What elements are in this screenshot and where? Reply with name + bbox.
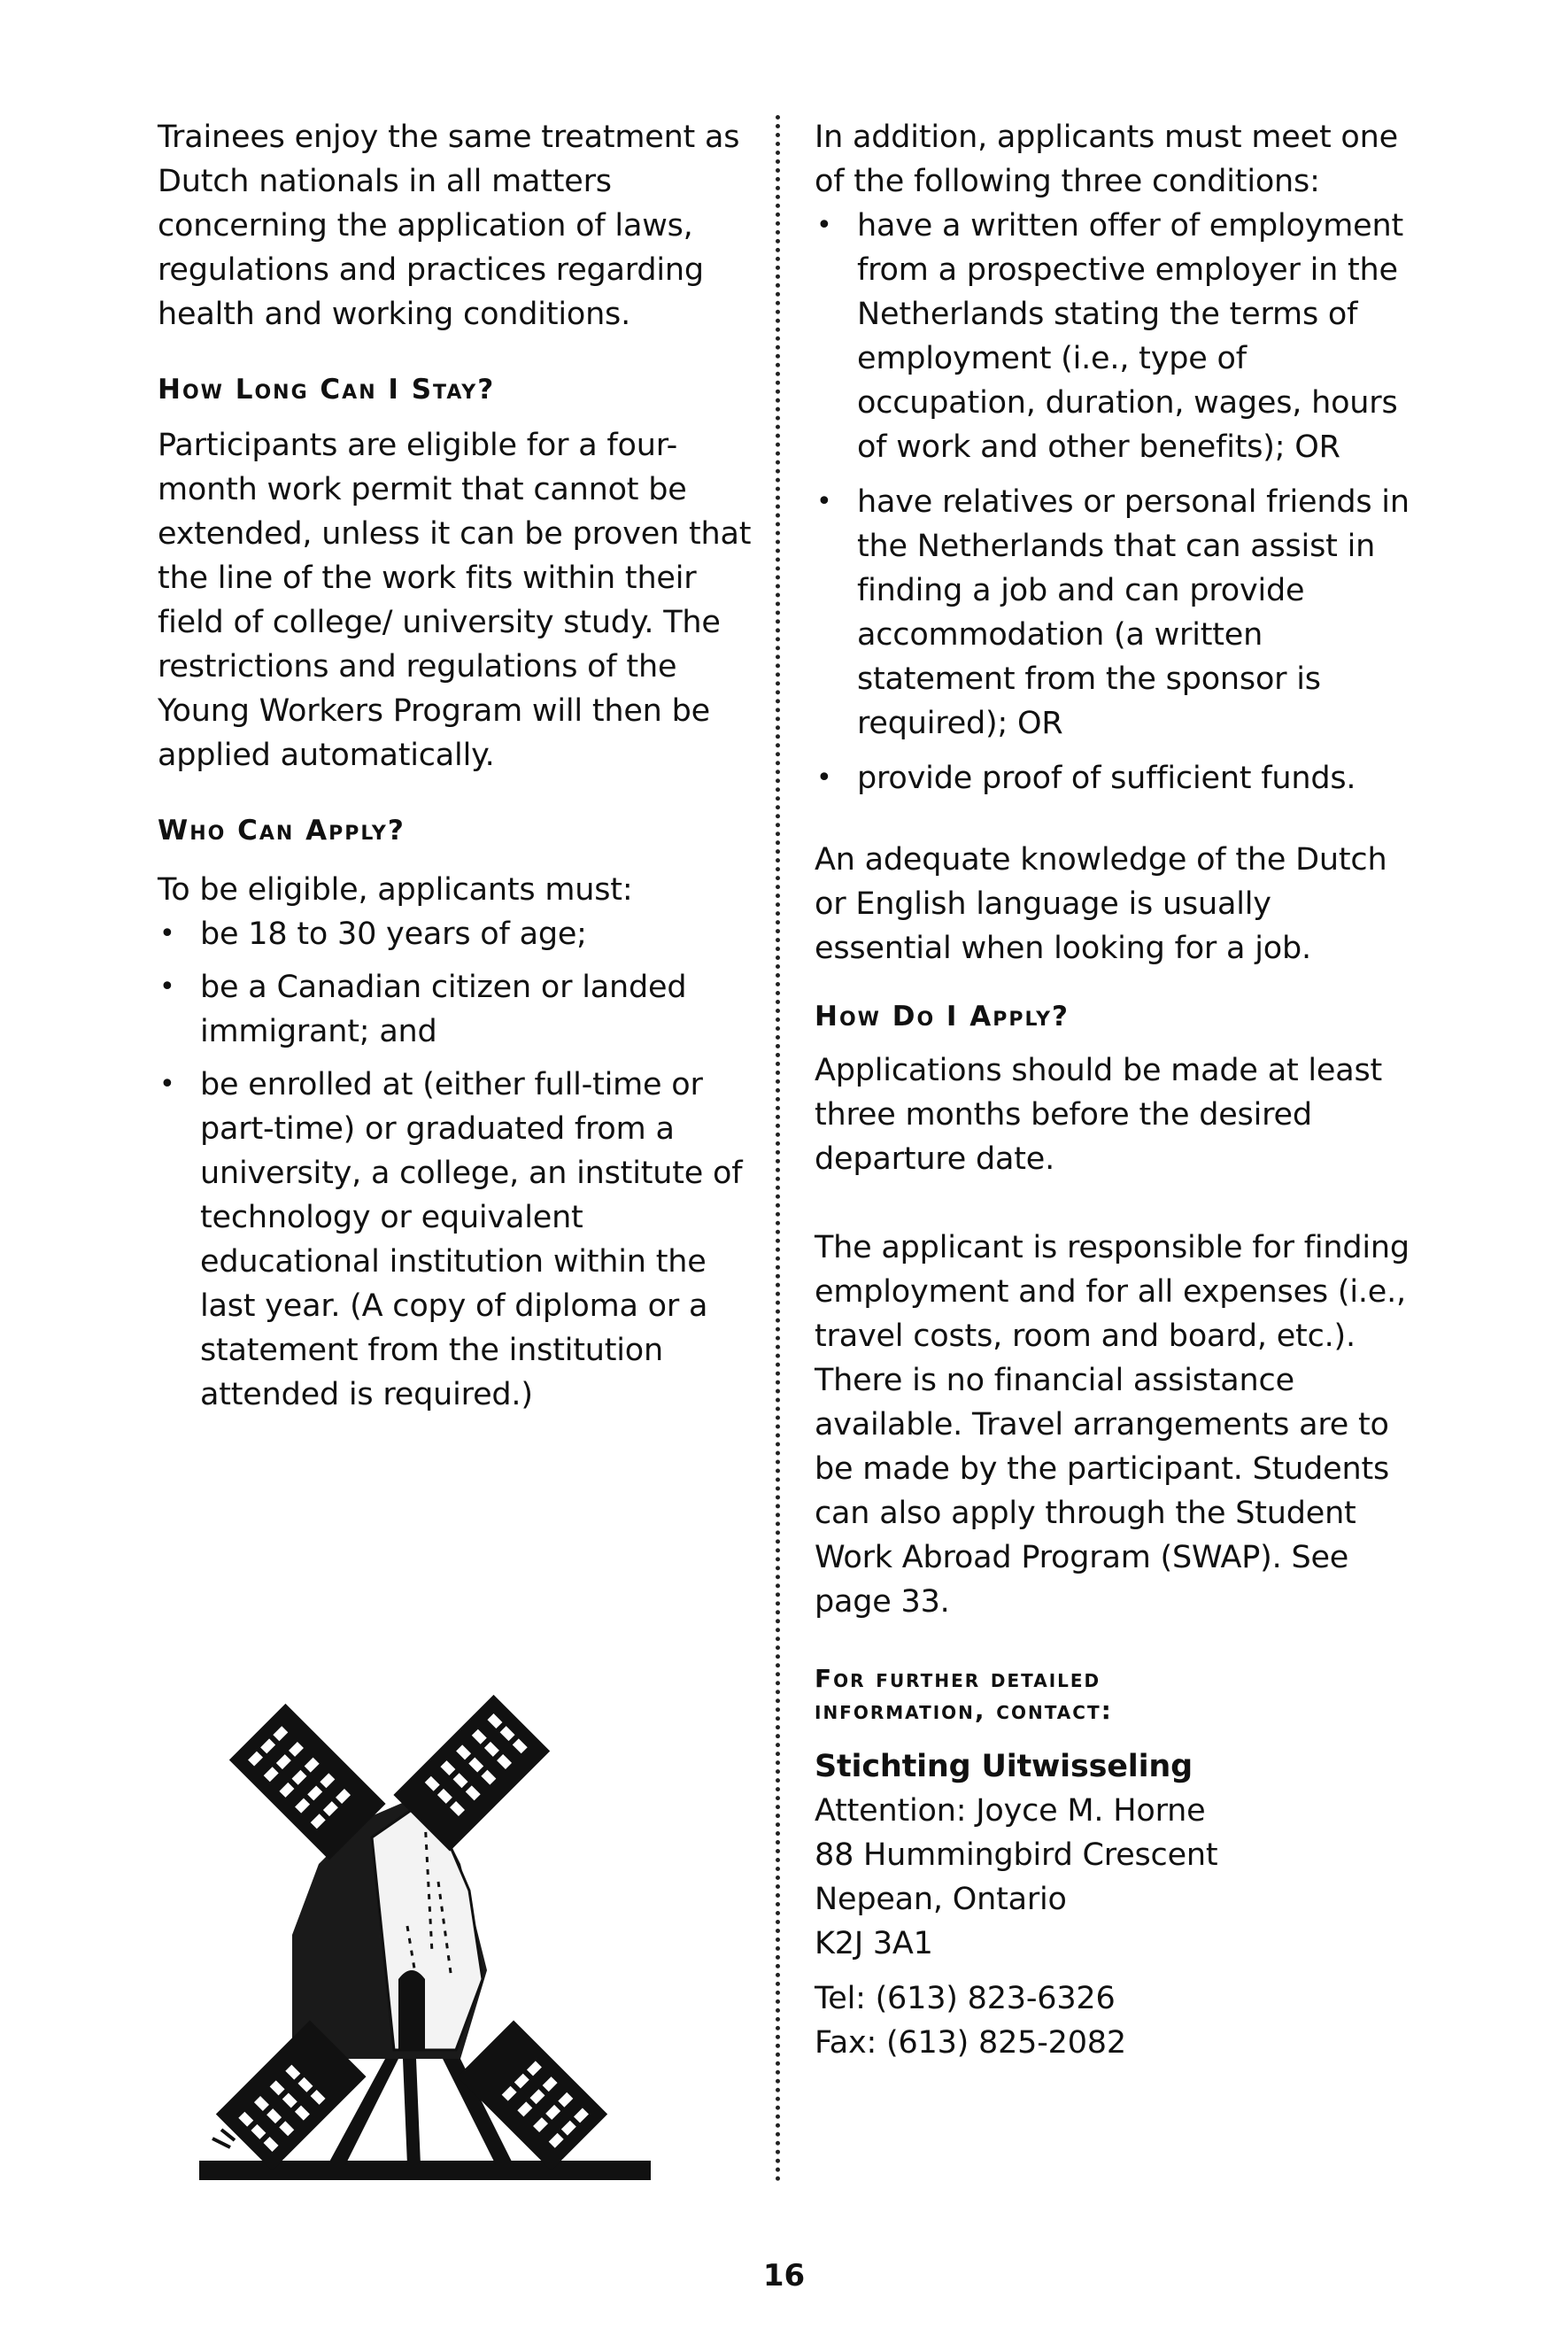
eligibility-item-text: be a Canadian citizen or landed immigrant; and (200, 970, 687, 1049)
condition-item (815, 756, 1417, 800)
bullet-icon: • (159, 918, 175, 949)
condition-item-text: provide proof of sufficient funds. (857, 761, 1356, 796)
contact-city: Nepean, Ontario (815, 1882, 1067, 1917)
stay-paragraph: Participants are eligible for a four-month work permit that cannot be extended, unless it can be proven that the line of the work fits within their field of college/ university study. The restrictions and regulations of the Young Workers Program will then be applied automatically. (158, 428, 752, 773)
right-column (815, 115, 1417, 2065)
eligibility-item (158, 1063, 760, 1417)
contact-fax: Fax: (613) 825-2082 (815, 2025, 1126, 2061)
bullet-icon: • (816, 210, 832, 241)
intro-paragraph: Trainees enjoy the same treatment as Dutch nationals in all matters concerning the application of laws, regulations and practices regarding health and working conditions. (158, 120, 740, 332)
how-heading: How Do I Apply? (815, 1001, 1070, 1033)
contact-street: 88 Hummingbird Crescent (815, 1837, 1218, 1873)
responsibility-paragraph: The applicant is responsible for finding employment and for all expenses (i.e., travel costs, room and board, etc.). There is no financial assistance available. Travel arrangements are to be made by the participant. Students can also apply through the Student Work Abroad Program (SWAP). See page 33. (815, 1230, 1410, 1620)
stay-heading: How Long Can I Stay? (158, 374, 496, 406)
windmill-illustration (195, 1687, 655, 2192)
contact-phone: Tel: (613) 823-6326 (815, 1981, 1116, 2016)
contact-block (815, 1744, 1417, 2065)
bullet-icon: • (159, 971, 175, 1002)
condition-item-text: have relatives or personal friends in the Netherlands that can assist in finding a job and can provide accommodation (a written statement from the sponsor is required); OR (857, 484, 1410, 741)
contact-postal: K2J 3A1 (815, 1926, 933, 1961)
eligibility-list (158, 912, 760, 1417)
condition-item (815, 480, 1417, 746)
eligibility-item-text: be 18 to 30 years of age; (200, 917, 587, 952)
apply-heading: Who Can Apply? (158, 815, 406, 847)
contact-heading-line: information, contact: (815, 1696, 1113, 1725)
contact-heading (815, 1663, 1417, 1727)
eligibility-item-text: be enrolled at (either full-time or part-time) or graduated from a university, a college, an institute of technology or equivalent educational institution within the last year. (A copy of diploma or a statement from the institution attended is required.) (200, 1067, 743, 1412)
eligibility-item (158, 912, 760, 956)
language-paragraph: An adequate knowledge of the Dutch or English language is usually essential when looking for a job. (815, 842, 1387, 966)
conditions-list (815, 204, 1417, 800)
bullet-icon: • (159, 1069, 175, 1100)
column-divider (776, 115, 780, 2183)
contact-heading-line: For further detailed (815, 1664, 1101, 1693)
contact-organization: Stichting Uitwisseling (815, 1749, 1193, 1784)
left-column (158, 115, 760, 1417)
eligibility-item (158, 965, 760, 1054)
condition-item (815, 204, 1417, 469)
bullet-icon: • (816, 762, 832, 793)
page-number: 16 (762, 2258, 806, 2293)
bullet-icon: • (816, 486, 832, 517)
conditions-intro: In addition, applicants must meet one of the following three conditions: (815, 120, 1398, 199)
contact-attention: Attention: Joyce M. Horne (815, 1793, 1206, 1829)
how-paragraph: Applications should be made at least three months before the desired departure date. (815, 1053, 1383, 1177)
condition-item-text: have a written offer of employment from a prospective employer in the Netherlands stating the terms of employment (i.e., type of occupation, duration, wages, hours of work and other benefits); OR (857, 208, 1403, 465)
eligibility-intro: To be eligible, applicants must: (158, 872, 633, 908)
